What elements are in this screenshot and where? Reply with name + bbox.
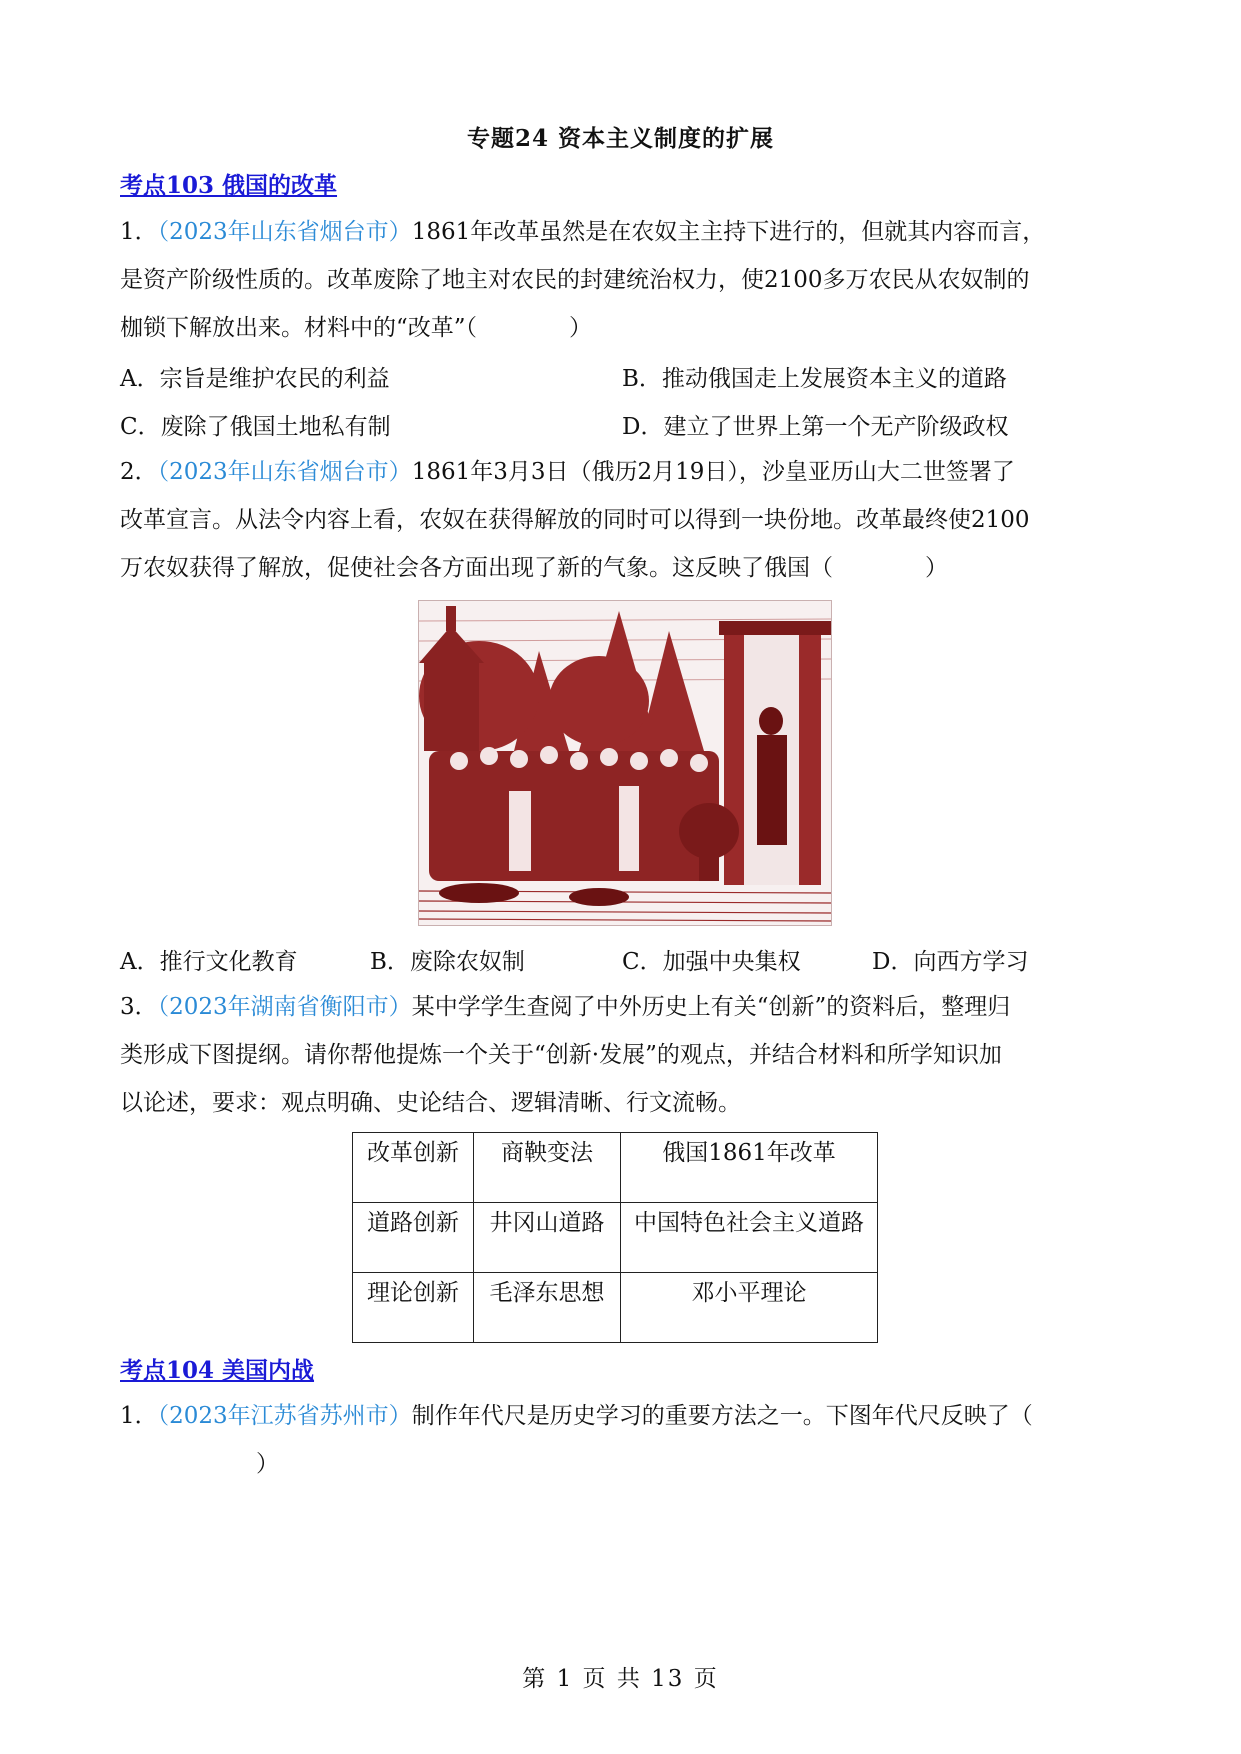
question-2-line-3: 万农奴获得了解放，促使社会各方面出现了新的气象。这反映了俄国（ ） (120, 555, 948, 581)
emancipation-engraving-image (418, 600, 832, 926)
question-source: （2023年江苏省苏州市） (157, 1403, 412, 1429)
question-4-line-1: 1．（2023年江苏省苏州市）制作年代尺是历史学习的重要方法之一。下图年代尺反映了（ (120, 1403, 1033, 1429)
table-cell: 邓小平理论 (621, 1273, 878, 1343)
section-heading-103[interactable]: 考点103 俄国的改革 (120, 172, 338, 199)
engraving-illustration (419, 601, 831, 925)
option-c[interactable]: C．加强中央集权 (622, 949, 801, 975)
table-cell: 理论创新 (353, 1273, 474, 1343)
question-3-line-2: 类形成下图提纲。请你帮他提炼一个关于“创新·发展”的观点，并结合材料和所学知识加 (120, 1042, 1002, 1068)
question-1-line-3: 枷锁下解放出来。材料中的“改革”（ ） (120, 315, 593, 341)
question-2 (120, 448, 1130, 592)
question-1-options-row-2 (120, 408, 1130, 448)
innovation-outline-table (352, 1132, 878, 1343)
table-row (353, 1273, 878, 1343)
option-b[interactable]: B．推动俄国走上发展资本主义的道路 (622, 366, 1007, 392)
table-cell: 井冈山道路 (474, 1203, 621, 1273)
question-1-line-2: 是资产阶级性质的。改革废除了地主对农民的封建统治权力，使2100多万农民从农奴制的 (120, 267, 1030, 293)
question-3-line-1: 3．（2023年湖南省衡阳市）某中学学生查阅了中外历史上有关“创新”的资料后，整理归 (120, 994, 1011, 1020)
question-2-line-1: 2．（2023年山东省烟台市）1861年3月3日（俄历2月19日），沙皇亚历山大二世签署了 (120, 459, 1015, 485)
option-a[interactable]: A．宗旨是维护农民的利益 (120, 366, 390, 392)
question-4-line-2: ） (164, 1451, 279, 1477)
question-3 (120, 983, 1130, 1127)
question-source: （2023年山东省烟台市） (157, 219, 412, 245)
section-heading-104[interactable]: 考点104 美国内战 (120, 1357, 315, 1384)
option-d[interactable]: D．向西方学习 (872, 949, 1029, 975)
option-d[interactable]: D．建立了世界上第一个无产阶级政权 (622, 414, 1009, 440)
question-3-line-3: 以论述，要求：观点明确、史论结合、逻辑清晰、行文流畅。 (120, 1090, 741, 1116)
option-b[interactable]: B．废除农奴制 (370, 949, 525, 975)
page-footer: 第 1 页 共 13 页 (522, 1666, 719, 1692)
option-c[interactable]: C．废除了俄国土地私有制 (120, 414, 391, 440)
question-4 (120, 1392, 1130, 1488)
table-cell: 道路创新 (353, 1203, 474, 1273)
table-cell: 俄国1861年改革 (621, 1133, 878, 1203)
table-cell: 改革创新 (353, 1133, 474, 1203)
page-title: 专题24 资本主义制度的扩展 (466, 125, 774, 152)
question-2-options (120, 943, 1130, 983)
table-cell: 商鞅变法 (474, 1133, 621, 1203)
question-source: （2023年湖南省衡阳市） (157, 994, 412, 1020)
option-a[interactable]: A．推行文化教育 (120, 949, 298, 975)
table-row (353, 1203, 878, 1273)
table-cell: 中国特色社会主义道路 (621, 1203, 878, 1273)
question-source: （2023年山东省烟台市） (157, 459, 412, 485)
question-1-line-1: 1．（2023年山东省烟台市）1861年改革虽然是在农奴主主持下进行的，但就其内容而言， (120, 219, 1046, 245)
question-2-line-2: 改革宣言。从法令内容上看，农奴在获得解放的同时可以得到一块份地。改革最终使2100 (120, 507, 1030, 533)
table-cell: 毛泽东思想 (474, 1273, 621, 1343)
table-row (353, 1133, 878, 1203)
question-1-options-row-1 (120, 360, 1130, 400)
question-1 (120, 208, 1130, 352)
